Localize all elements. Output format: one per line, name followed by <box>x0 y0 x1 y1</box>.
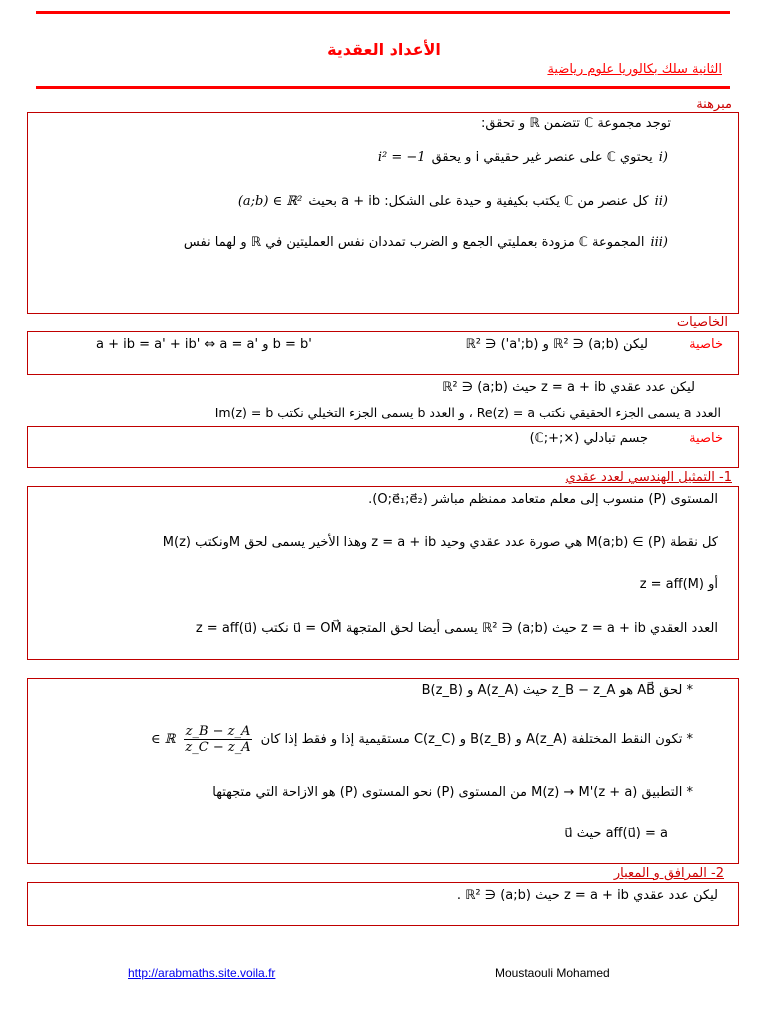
theorem-item-iii <box>184 235 668 250</box>
complex-definition-line: ليكن عدد عقدي z = a + ib حيث (a;b) ∈ ℝ² <box>442 380 695 395</box>
conjugate-definition-line: ليكن عدد عقدي z = a + ib حيث (a;b) ∈ ℝ² . <box>456 888 718 903</box>
property-1-text: ليكن (a;b) ∈ ℝ² و (a';b') ∈ ℝ² <box>465 337 648 352</box>
fraction-suffix: ∈ ℝ <box>150 732 176 747</box>
fraction-numerator: z_B − z_A <box>185 724 251 739</box>
vector-affix-ab-line: * لحق AB⃗ هو z_B − z_A حيث A(z_A) و B(z_B) <box>421 683 693 698</box>
property-2-label: خاصية <box>689 431 723 446</box>
item-iii-label: iii) <box>650 235 668 250</box>
property-1-math: a + ib = a' + ib' ⇔ a = a' و b = b' <box>96 337 312 352</box>
item-ii-label: ii) <box>654 194 668 209</box>
footer-author: Moustaouli Mohamed <box>495 966 610 980</box>
collinearity-text: * تكون النقط المختلفة A(z_A) و B(z_B) و C(z_C) مستقيمية إذا و فقط إذا كان <box>260 732 693 747</box>
aff-m-line: أو z = aff(M) <box>639 577 718 592</box>
conjugate-heading: 2- المرافق و المعيار <box>613 866 724 881</box>
vector-affix-line: العدد العقدي z = a + ib حيث (a;b) ∈ ℝ² يسمى أيضا لحق المتجهة u⃗ = OM⃗ نكتب z = aff(u⃗) <box>195 621 718 636</box>
header-rule <box>36 86 730 89</box>
theorem-intro: توجد مجموعة ℂ تتضمن ℝ و تحقق: <box>480 116 671 131</box>
collinearity-line <box>151 724 693 755</box>
property-1-label: خاصية <box>689 337 723 352</box>
properties-heading: الخاصيات <box>676 315 728 330</box>
item-i-label: i) <box>658 150 668 165</box>
collinearity-fraction <box>183 724 252 755</box>
item-ii-text: كل عنصر من ℂ يكتب بكيفية و حيدة على الشكل: a + ib بحيث <box>308 194 649 209</box>
item-ii-math: (a;b) ∈ ℝ² <box>237 194 303 209</box>
item-i-text: يحتوي ℂ على عنصر غير حقيقي i و يحقق <box>431 150 653 165</box>
property-2-text: (ℂ;+;×) جسم تبادلي <box>529 431 648 446</box>
theorem-item-i <box>378 150 668 165</box>
translation-vector-line: u⃗ حيث aff(u⃗) = a <box>564 826 668 841</box>
footer-link[interactable]: http://arabmaths.site.voila.fr <box>128 966 276 980</box>
item-i-math: i² = −1 <box>377 150 426 165</box>
geometry-heading: 1- التمثيل الهندسي لعدد عقدي <box>565 470 732 485</box>
plane-definition-line: المستوى (P) منسوب إلى معلم متعامد ممنظم مباشر (O;e⃗₁;e⃗₂). <box>368 492 718 507</box>
point-affix-line: كل نقطة M(a;b) ∈ (P) هي صورة عدد عقدي وحيد z = a + ib وهذا الأخير يسمى لحق Mونكتب M(z) <box>162 535 718 550</box>
real-imag-parts-line: العدد a يسمى الجزء الحقيقي نكتب Re(z) = a ، و العدد b يسمى الجزء التخيلي نكتب Im(z) = b <box>214 405 721 420</box>
theorem-box <box>27 112 739 314</box>
fraction-denominator: z_C − z_A <box>185 740 251 755</box>
theorem-heading: مبرهنة <box>696 97 732 112</box>
translation-line: * التطبيق M(z) → M'(z + a) من المستوى (P) نحو المستوى (P) هو الازاحة التي متجهتها <box>212 785 693 800</box>
item-iii-text: المجموعة ℂ مزودة بعمليتي الجمع و الضرب تمددان نفس العمليتين في ℝ و لهما نفس <box>183 235 645 250</box>
theorem-item-ii <box>238 194 668 209</box>
page-subtitle: الثانية سلك بكالوريا علوم رياضية <box>547 62 722 77</box>
page-title: الأعداد العقدية <box>327 40 441 59</box>
top-rule <box>36 11 730 14</box>
